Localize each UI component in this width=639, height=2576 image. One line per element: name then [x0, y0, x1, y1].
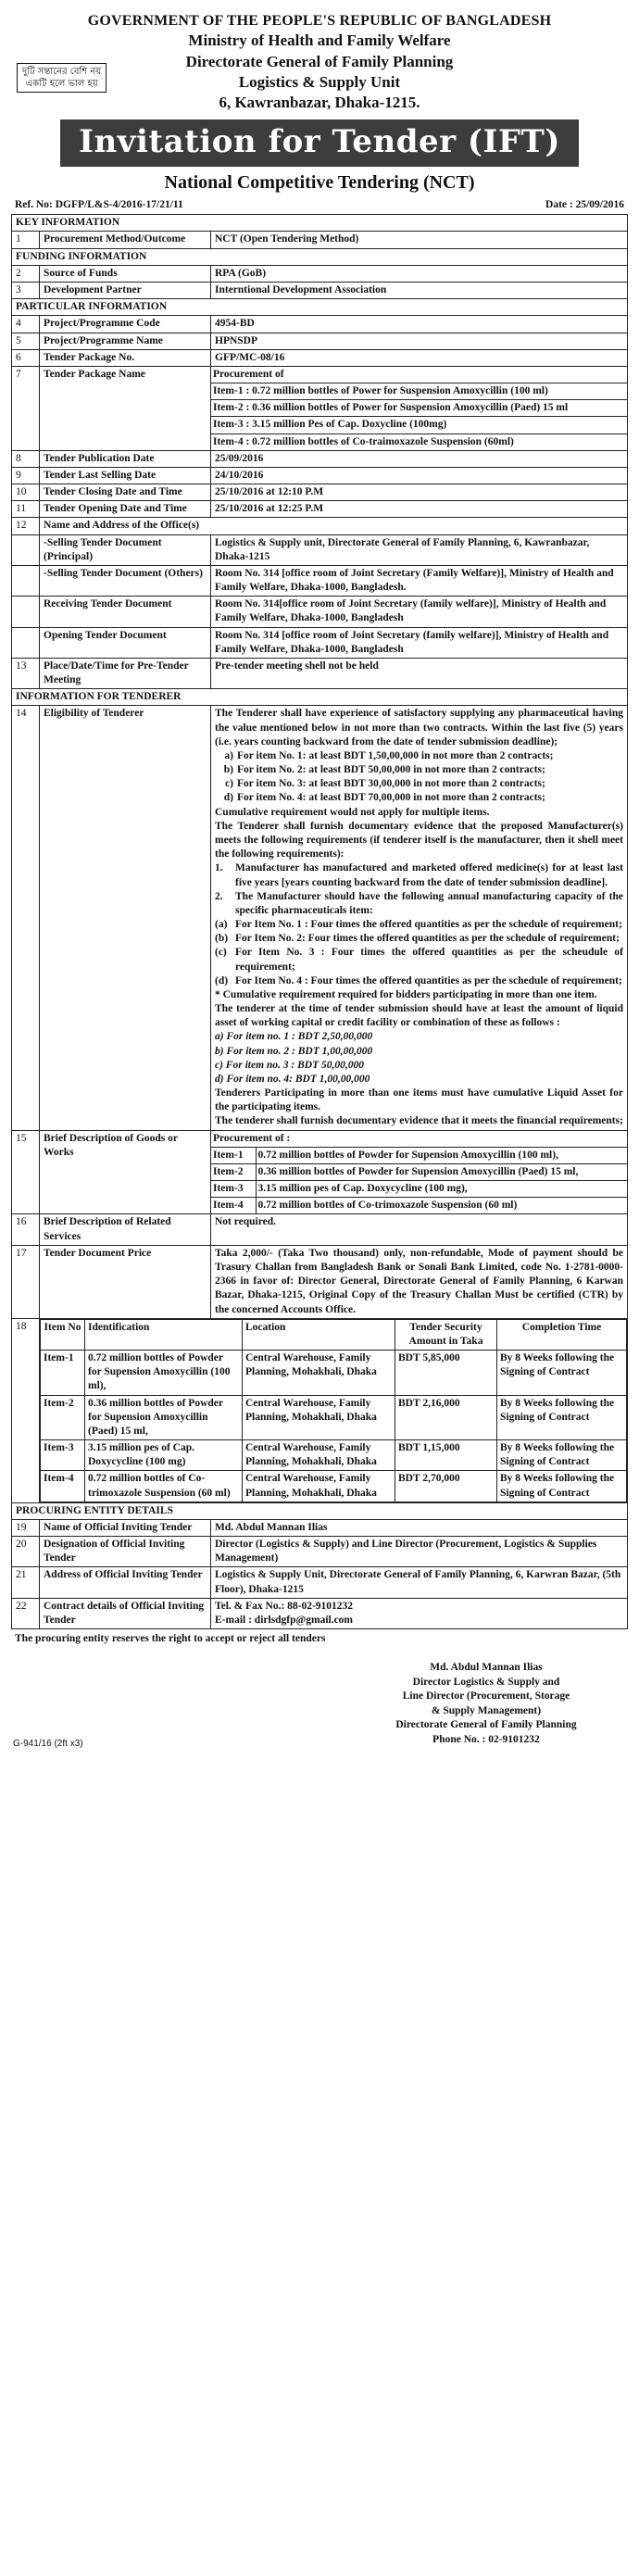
table-row [12, 658, 628, 688]
table-row [12, 627, 628, 658]
row-label: Brief Description of Goods or Works [40, 1130, 211, 1214]
signatory-designation: Director Logistics & Supply and [412, 1676, 560, 1688]
notice-header [11, 11, 628, 114]
row-value: RPA (GoB) [211, 265, 628, 282]
table-row [12, 450, 628, 467]
notice-date: Date : 25/09/2016 [545, 199, 624, 211]
row-number: 1 [12, 232, 40, 248]
table-row [12, 1245, 628, 1318]
row-label: Procurement Method/Outcome [40, 232, 211, 248]
goods-heading: Procurement of : [211, 1131, 627, 1148]
table-row: Item-3 3.15 million pes of Cap. Doxycycline (100 mg), [211, 1181, 627, 1198]
eligibility-intro: The Tenderer shall have experience of satisfactory supplying any pharmaceutical having the value mentioned below in not more than two contracts. Within the last five (5) years (i.e. years counting backward from the date of tender submission deadline); [215, 708, 623, 748]
package-line: Item-2 : 0.36 million bottles of Power for Suspension Amoxycillin (Paed) 15 ml [211, 399, 627, 416]
table-header-row: Item No Identification Location Tender Security Amount in Taka Completion Time [41, 1319, 627, 1350]
list-item: b) For item No. 2: at least BDT 50,00,000 in not more than 2 contracts; [223, 764, 545, 776]
reference-line [11, 198, 628, 212]
liquid-asset-requirement: The tenderer at the time of tender submission should have at least the amount of liquid asset of working capital or credit facility or combination of these as follows : [215, 1003, 623, 1029]
office-address-value: Logistics & Supply unit, Directorate General of Family Planning, 6, Kawranbazar, Dhaka-1215 [211, 534, 628, 565]
row-number: 3 [12, 282, 40, 298]
row-number: 12 [12, 518, 40, 534]
table-row [12, 349, 628, 366]
list-item: (c) For Item No. 3 : Four times the offered quantities as per the scheudule of requirement; [215, 947, 623, 973]
table-row [12, 1567, 628, 1598]
eligibility-cell [211, 706, 628, 1130]
section-key-information: KEY INFORMATION [12, 215, 628, 232]
row-label: Contract details of Official Inviting Tender [40, 1598, 211, 1628]
row-value: 24/10/2016 [211, 467, 628, 484]
row-label: Tender Last Selling Date [40, 467, 211, 484]
table-row: Item-3 3.15 million pes of Cap. Doxycycline (100 mg) Central Warehouse, Family Planning, Mohakhali, Dhaka BDT 1,15,000 By 8 Weeks following the Signing of Contract [41, 1440, 627, 1471]
table-row [12, 265, 628, 282]
liquid-asset-item: d) For item no. 4: BDT 1,00,00,000 [215, 1073, 370, 1085]
multi-item-note: Tenderers Participating in more than one items must have cumulative Liquid Asset for the participating items. [215, 1087, 623, 1113]
liquid-asset-item: c) For item no. 3 : BDT 50,00,000 [215, 1059, 364, 1071]
unit-title: Logistics & Supply Unit [238, 72, 401, 91]
liquid-asset-item: a) For item no. 1 : BDT 2,50,00,000 [215, 1031, 373, 1043]
row-value: Not required. [211, 1214, 628, 1245]
row-number: 10 [12, 484, 40, 501]
row-value: Director (Logistics & Supply) and Line Director (Procurement, Logistics & Supplies Management) [211, 1537, 628, 1567]
table-row [12, 565, 628, 596]
table-row [12, 316, 628, 333]
row-number: 6 [12, 349, 40, 366]
section-information-for-tenderer: INFORMATION FOR TENDERER [12, 689, 628, 706]
goods-items-table [211, 1131, 627, 1214]
row-value: 25/09/2016 [211, 450, 628, 467]
row-label: Source of Funds [40, 265, 211, 282]
government-title: GOVERNMENT OF THE PEOPLE'S REPUBLIC OF BANGLADESH [87, 13, 552, 29]
table-row: Item-2 0.36 million bottles of Powder for Supension Amoxycillin (Paed) 15 ml, Central Warehouse, Family Planning, Mohakhali, Dhaka BDT 2,16,000 By 8 Weeks following the Signing of Contract [41, 1395, 627, 1440]
family-planning-slogan-box [17, 63, 106, 93]
row-label: Project/Programme Code [40, 316, 211, 333]
package-line: Item-3 : 3.15 million Pes of Cap. Doxycline (100mg) [211, 416, 627, 433]
package-line: Item-1 : 0.72 million bottles of Power for Suspension Amoxycillin (100 ml) [211, 383, 627, 399]
section-particular-information: PARTICULAR INFORMATION [12, 299, 628, 316]
row-label: Designation of Official Inviting Tender [40, 1537, 211, 1567]
row-number: 13 [12, 658, 40, 688]
email-address: E-mail : dirlsdgfp@gmail.com [215, 1614, 354, 1626]
row-value: Logistics & Supply Unit, Directorate General of Family Planning, 6, Karwran Bazar, (5th Floor), Dhaka-1215 [211, 1567, 628, 1598]
ift-banner: Invitation for Tender (IFT) [60, 119, 579, 167]
liquid-asset-item: b) For item no. 2 : BDT 1,00,00,000 [215, 1045, 373, 1057]
office-label: Opening Tender Document [40, 627, 211, 658]
row-label: Tender Closing Date and Time [40, 484, 211, 501]
reference-number: Ref. No: DGFP/L&S-4/2016-17/21/11 [15, 199, 183, 211]
table-row [12, 1598, 628, 1628]
tel-fax: Tel. & Fax No.: 88-02-9101232 [215, 1600, 354, 1612]
table-row [12, 706, 628, 1130]
signature-block [345, 1661, 628, 1747]
row-value: NCT (Open Tendering Method) [211, 232, 628, 248]
table-row [12, 1537, 628, 1567]
row-value: Md. Abdul Mannan Ilias [211, 1519, 628, 1536]
row-number: 22 [12, 1598, 40, 1628]
manufacturer-requirement: The Tenderer shall furnish documentary evidence that the proposed Manufacturer(s) meets the following requirements (if tenderer itself is the manufacturer, then it shell meet the following requirements): [215, 820, 623, 861]
row-number: 4 [12, 316, 40, 333]
signatory-phone: Phone No. : 02-9101232 [432, 1733, 540, 1745]
row-number: 16 [12, 1214, 40, 1245]
section-procuring-entity-details: PROCURING ENTITY DETAILS [12, 1502, 628, 1519]
lot-schedule-cell [40, 1318, 628, 1502]
row-number: 18 [12, 1318, 40, 1502]
row-value: HPNSDP [211, 333, 628, 349]
row-value: 4954-BD [211, 316, 628, 333]
row-label: Brief Description of Related Services [40, 1214, 211, 1245]
row-label: Tender Opening Date and Time [40, 501, 211, 518]
financial-evidence-note: The tenderer shall furnish documentary evidence that it meets the financial requirements; [215, 1115, 623, 1127]
office-label: Receiving Tender Document [40, 597, 211, 627]
table-row [12, 501, 628, 518]
cumulative-bidders-note: * Cumulative requirement required for bidders participating in more than one item. [215, 988, 597, 1000]
row-value: 25/10/2016 at 12:25 P.M [211, 501, 628, 518]
office-address: 6, Kawranbazar, Dhaka-1215. [219, 94, 420, 112]
table-row [12, 282, 628, 298]
office-address-value: Room No. 314 [office room of Joint Secretary (Family Welfare)], Ministry of Health and Family Welfare, Dhaka-1000, Bangladesh. [211, 565, 628, 596]
nct-subtitle: National Competitive Tendering (NCT) [164, 171, 475, 193]
row-label: Tender Publication Date [40, 450, 211, 467]
table-row: Item-1 0.72 million bottles of Powder for Supension Amoxycillin (100 ml), [211, 1147, 627, 1163]
list-item: a) For item No. 1: at least BDT 1,50,00,000 in not more than 2 contracts; [224, 749, 554, 761]
office-address-value: Room No. 314 [office room of Joint Secretary (family welfare)], Ministry of Health and Family Welfare, Dhaka-1000, Bangladesh [211, 627, 628, 658]
slogan-line-2: একটি হলে ভাল হয় [25, 79, 98, 89]
row-label: Address of Official Inviting Tender [40, 1567, 211, 1598]
table-row [12, 232, 628, 248]
table-row [12, 1130, 628, 1214]
table-row [12, 333, 628, 349]
ministry-title: Ministry of Health and Family Welfare [188, 31, 451, 50]
table-row [12, 484, 628, 501]
row-number: 21 [12, 1567, 40, 1598]
lot-schedule-table [40, 1319, 627, 1502]
table-row: Item-1 0.72 million bottles of Powder for Supension Amoxycillin (100 ml), Central Warehouse, Family Planning, Mohakhali, Dhaka BDT 5,85,000 By 8 Weeks following the Signing of Contract [41, 1351, 627, 1396]
table-row [12, 1214, 628, 1245]
list-item: 2. The Manufacturer should have the following annual manufacturing capacity of the specific pharmaceuticals item: [215, 890, 623, 916]
tender-info-table [11, 214, 628, 1629]
cumulative-note: Cumulative requirement would not apply for multiple items. [215, 806, 490, 818]
goods-description-cell [211, 1130, 628, 1214]
table-row [12, 518, 628, 534]
row-number: 15 [12, 1130, 40, 1214]
signatory-designation: Line Director (Procurement, Storage [402, 1690, 570, 1703]
print-code: G-941/16 (2ft x3) [13, 1739, 83, 1750]
row-number: 11 [12, 501, 40, 518]
signatory-name: Md. Abdul Mannan Ilias [430, 1662, 543, 1674]
row-label: Development Partner [40, 282, 211, 298]
office-label: -Selling Tender Document (Others) [40, 565, 211, 596]
package-line: Item-4 : 0.72 million bottles of Co-traimoxazole Suspension (60ml) [211, 434, 627, 450]
row-label: Name of Official Inviting Tender [40, 1519, 211, 1536]
row-number: 9 [12, 467, 40, 484]
table-row: Item-2 0.36 million bottles of Powder for Supension Amoxycillin (Paed) 15 ml, [211, 1163, 627, 1180]
row-number: 5 [12, 333, 40, 349]
table-row [12, 366, 628, 450]
row-number: 7 [12, 366, 40, 450]
signatory-designation: & Supply Management) [431, 1704, 542, 1716]
list-item: c) For item No. 3: at least BDT 30,00,000 in not more than 2 contracts; [225, 778, 545, 790]
row-label: Tender Package No. [40, 349, 211, 366]
list-item: d) For item No. 4: at least BDT 70,00,000 in not more than 2 contracts; [223, 792, 545, 804]
table-row [12, 597, 628, 627]
package-name-cell [211, 366, 628, 450]
list-item: (a) For Item No. 1 : Four times the offered quantities as per the schedule of requirement; [215, 919, 622, 931]
row-number: 8 [12, 450, 40, 467]
table-row [12, 467, 628, 484]
row-number: 2 [12, 265, 40, 282]
package-line: Procurement of [213, 368, 284, 380]
row-value: Taka 2,000/- (Taka Two thousand) only, non-refundable, Mode of payment should be Trasury Challan from Bangladesh Bank or Sonali Bank Limited, code No. 1-2781-0000-2366 in favor of: Director General, Directorate General of Family Planning, 6 Karwan Bazar, Dhaka-1215, Original Copy of the Treasury Challan Must be certified (CTR) by the concerned Accounts Office. [211, 1245, 628, 1318]
row-number: 20 [12, 1537, 40, 1567]
office-address-value: Room No. 314[office room of Joint Secretary (family welfare)], Ministry of Health and Family Welfare, Dhaka-1000, Bangladesh [211, 597, 628, 627]
table-row [12, 1318, 628, 1502]
row-number: 14 [12, 706, 40, 1130]
row-label: Tender Package Name [40, 366, 211, 450]
list-item: (b) For Item No. 2: Four times the offered quantities as per the schedule of requirement; [215, 933, 620, 945]
row-label: Name and Address of the Office(s) [40, 518, 628, 534]
table-row: Item-4 0.72 million bottles of Co-trimoxazole Suspension (60 ml) Central Warehouse, Family Planning, Mohakhali, Dhaka BDT 2,70,000 By 8 Weeks following the Signing of Contract [41, 1471, 627, 1502]
section-funding-information: FUNDING INFORMATION [12, 248, 628, 265]
row-value: GFP/MC-08/16 [211, 349, 628, 366]
row-label: Place/Date/Time for Pre-Tender Meeting [40, 658, 211, 688]
list-item: 1. Manufacturer has manufactured and marketed offered medicine(s) for at least last five years [years counting backward from the date of tender submission deadline]. [215, 862, 623, 888]
slogan-line-1: দুটি সন্তানের বেশি নয় [22, 67, 102, 77]
row-number: 19 [12, 1519, 40, 1536]
signatory-office: Directorate General of Family Planning [395, 1719, 577, 1731]
table-row [12, 1519, 628, 1536]
list-item: (d) For Item No. 4 : Four times the offered quantities as per the schedule of requirement; [215, 974, 622, 986]
reservation-footnote: The procuring entity reserves the right to accept or reject all tenders [15, 1633, 326, 1645]
row-label: Eligibility of Tenderer [40, 706, 211, 1130]
row-value: Pre-tender meeting shell not be held [211, 658, 628, 688]
contact-details-cell [211, 1598, 628, 1628]
row-number: 17 [12, 1245, 40, 1318]
row-value: Interntional Development Association [211, 282, 628, 298]
directorate-title: Directorate General of Family Planning [185, 52, 454, 70]
row-label: Project/Programme Name [40, 333, 211, 349]
office-label: -Selling Tender Document (Principal) [40, 534, 211, 565]
row-value: 25/10/2016 at 12:10 P.M [211, 484, 628, 501]
table-row: Item-4 0.72 million bottles of Co-trimoxazole Suspension (60 ml) [211, 1198, 627, 1214]
table-row [12, 534, 628, 565]
row-label: Tender Document Price [40, 1245, 211, 1318]
